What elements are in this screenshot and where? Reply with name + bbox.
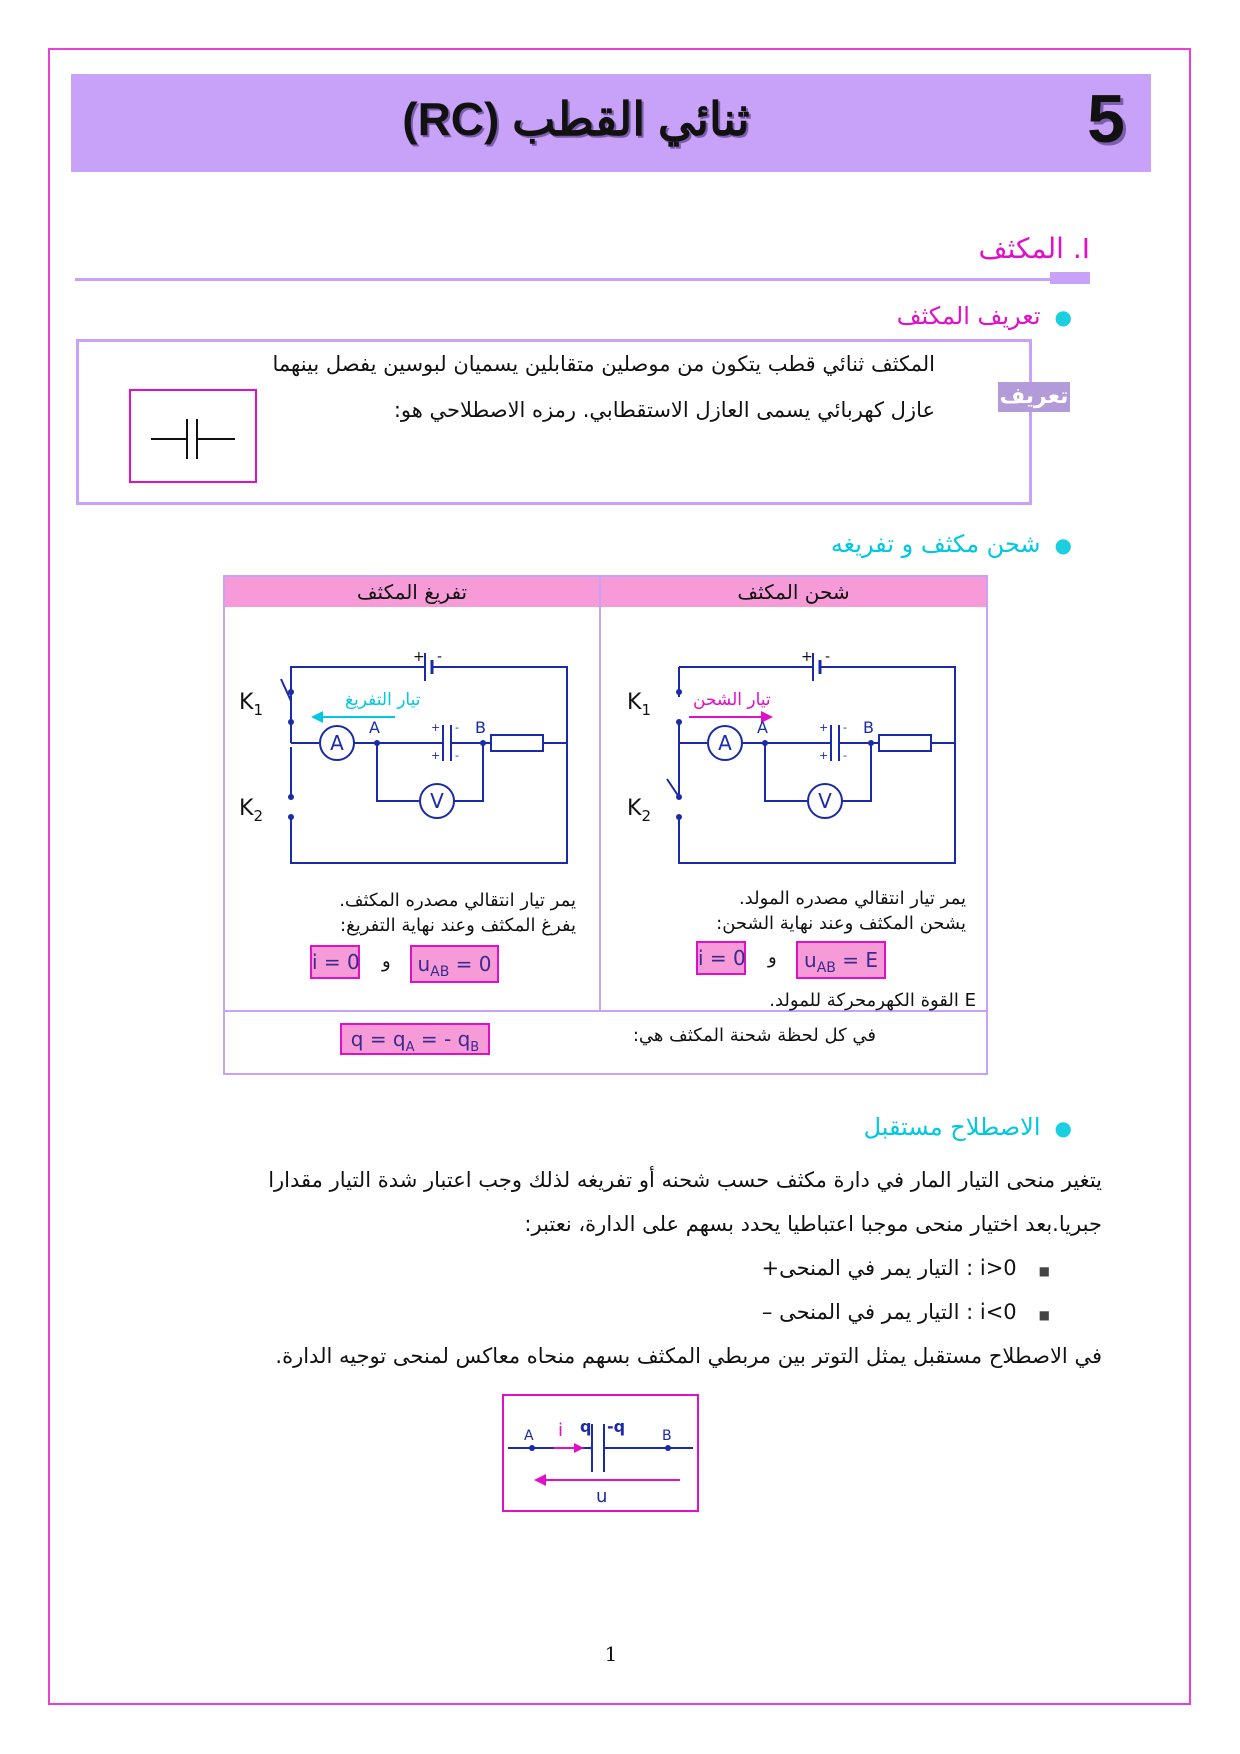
convention-para-2: جبريا.بعد اختيار منحى موجبا اعتباطيا يحدد بسهم على الدارة، نعتبر: xyxy=(524,1212,1102,1236)
discharge-k2-sub: 2 xyxy=(253,807,263,825)
charge-plate-plus-signs: + xyxy=(819,721,829,734)
charge-battery-minus: - xyxy=(825,649,831,665)
discharge-uab-zero xyxy=(410,945,499,983)
discharge-plate-plus-signs: + xyxy=(431,721,441,734)
formula-sub-b: B xyxy=(470,1040,480,1055)
diagram-charge-neg-q: -q xyxy=(607,1417,626,1436)
square-bullet-icon: ■ xyxy=(1038,1308,1050,1322)
formula-sub-a: A xyxy=(405,1040,415,1055)
capacitor-symbol-icon xyxy=(131,391,255,481)
discharge-battery-minus: - xyxy=(437,649,443,665)
discharge-plate-minus-signs: - xyxy=(455,749,459,762)
charge-node-a: A xyxy=(757,718,768,737)
discharge-text-1: يمر تيار انتقالي مصدره المكثف. xyxy=(339,890,576,911)
convention-para-3: في الاصطلاح مستقبل يمثل التوتر بين مربطي المكثف بسهم منحاه معاكس لمنحى توجيه الدارة. xyxy=(275,1344,1102,1368)
discharge-node-a: A xyxy=(369,718,380,737)
charge-text-2: يشحن المكثف وعند نهاية الشحن: xyxy=(716,913,966,934)
discharge-u-sub: AB xyxy=(430,964,450,980)
charge-circuit-diagram xyxy=(623,647,963,877)
table-header-charge: شحن المكثف xyxy=(737,580,850,604)
definition-tag: تعريف xyxy=(998,382,1070,412)
section-rule xyxy=(75,278,1090,281)
discharge-text-2: يفرغ المكثف وعند نهاية التفريغ: xyxy=(340,915,576,936)
charge-plate-plus-signs: + xyxy=(819,749,829,762)
charge-k2-letter: K xyxy=(627,796,642,821)
diagram-voltage-u: u xyxy=(596,1486,608,1507)
convention-item-1 xyxy=(761,1256,1050,1280)
charge-battery-plus: + xyxy=(801,649,813,665)
charge-u-sub: AB xyxy=(816,960,836,976)
discharge-k2-label xyxy=(239,796,263,825)
discharge-i-zero: i = 0 xyxy=(310,945,360,979)
emf-note: E القوة الكهرمحركة للمولد. xyxy=(769,990,976,1011)
charge-uab-e xyxy=(796,941,886,979)
diagram-node-b: B xyxy=(662,1428,672,1444)
chapter-header xyxy=(71,74,1151,172)
convention-item-2 xyxy=(762,1300,1050,1324)
charge-ammeter-label: A xyxy=(718,731,732,755)
discharge-plate-minus-signs: - xyxy=(455,721,459,734)
definition-line-1: المكثف ثنائي قطب يتكون من موصلين متقابلين يسميان لبوسين يفصل بينهما xyxy=(272,352,935,376)
capacitor-symbol-box xyxy=(129,389,257,483)
convention-item-1-text: i>0 : التيار يمر في المنحى+ xyxy=(761,1256,1017,1280)
table-header-discharge: تفريغ المكثف xyxy=(356,580,468,604)
diagram-charge-q: q xyxy=(580,1417,592,1436)
charge-k1-label xyxy=(627,690,651,719)
charge-u-suffix: = E xyxy=(835,948,878,972)
bullet-dot-icon: ● xyxy=(1054,533,1072,557)
discharge-node-b: B xyxy=(475,718,486,737)
charge-u-prefix: u xyxy=(804,948,817,972)
bullet-convention-label: الاصطلاح مستقبل xyxy=(863,1113,1041,1141)
formula-part-2: = - q xyxy=(414,1027,471,1051)
bullet-convention xyxy=(864,1113,1072,1141)
charge-text-1: يمر تيار انتقالي مصدره المولد. xyxy=(738,888,966,909)
charge-k1-letter: K xyxy=(627,690,642,715)
charge-voltmeter-label: V xyxy=(818,789,832,813)
bullet-dot-icon: ● xyxy=(1054,305,1072,329)
discharge-ammeter-label: A xyxy=(330,731,344,755)
bullet-charge-discharge-label: شحن مكثف و تفريغه xyxy=(830,530,1041,558)
discharge-current-label: تيار التفريغ xyxy=(345,690,421,710)
diagram-current-i: i xyxy=(558,1420,564,1441)
bullet-definition-label: تعريف المكثف xyxy=(896,302,1041,330)
charge-k2-label xyxy=(627,796,651,825)
discharge-and: و xyxy=(382,951,391,972)
table-column-divider xyxy=(599,577,601,1010)
discharge-plate-plus-signs: + xyxy=(431,749,441,762)
discharge-k2-letter: K xyxy=(239,796,254,821)
charge-discharge-table xyxy=(223,575,988,1075)
charge-current-label: تيار الشحن xyxy=(693,690,771,710)
discharge-u-prefix: u xyxy=(417,952,431,976)
discharge-k1-sub: 1 xyxy=(253,701,263,719)
table-header-row xyxy=(225,577,986,607)
charge-node-b: B xyxy=(863,718,874,737)
discharge-k1-letter: K xyxy=(239,690,254,715)
section-rule-tab xyxy=(1050,272,1090,284)
charge-plate-minus-signs: - xyxy=(843,749,847,762)
receiver-convention-diagram xyxy=(502,1394,699,1512)
charge-i-zero: i = 0 xyxy=(696,941,746,975)
charge-formula xyxy=(340,1023,490,1055)
bullet-definition xyxy=(897,302,1072,330)
section-heading: I. المكثف xyxy=(978,232,1090,265)
discharge-u-suffix: = 0 xyxy=(449,952,492,976)
discharge-battery-plus: + xyxy=(413,649,425,665)
chapter-title: ثنائي القطب (RC) xyxy=(402,93,750,145)
charge-k2-sub: 2 xyxy=(641,807,651,825)
charge-and: و xyxy=(768,947,777,968)
charge-sentence: في كل لحظة شحنة المكثف هي: xyxy=(632,1025,876,1046)
square-bullet-icon: ■ xyxy=(1038,1264,1050,1278)
formula-part-1: q = q xyxy=(350,1027,406,1051)
chapter-number: 5 xyxy=(1087,81,1125,157)
bullet-charge-discharge xyxy=(831,530,1072,558)
bullet-dot-icon: ● xyxy=(1054,1116,1072,1140)
receiver-convention-svg xyxy=(504,1396,697,1510)
discharge-voltmeter-label: V xyxy=(430,789,444,813)
diagram-node-a: A xyxy=(524,1428,534,1444)
page-number: 1 xyxy=(604,1642,618,1666)
charge-plate-minus-signs: - xyxy=(843,721,847,734)
discharge-circuit-diagram xyxy=(235,647,575,877)
charge-k1-sub: 1 xyxy=(641,701,651,719)
convention-item-2-text: i<0 : التيار يمر في المنحى – xyxy=(761,1300,1017,1324)
discharge-k1-label xyxy=(239,690,263,719)
convention-para-1: يتغير منحى التيار المار في دارة مكثف حسب شحنه أو تفريغه لذلك وجب اعتبار شدة التيار مقدارا xyxy=(268,1168,1102,1192)
definition-line-2: عازل كهربائي يسمى العازل الاستقطابي. رمزه الاصطلاحي هو: xyxy=(393,398,935,422)
